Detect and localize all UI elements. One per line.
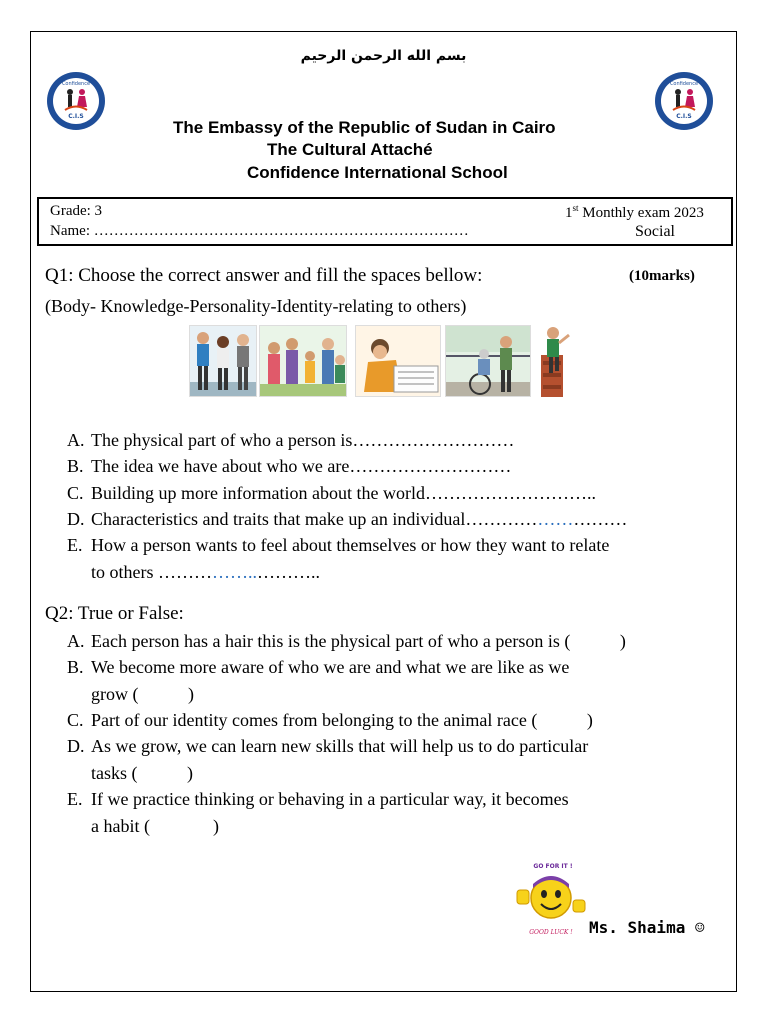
exam-ordinal: st bbox=[572, 203, 579, 213]
grade-label: Grade: 3 bbox=[50, 203, 103, 219]
q1-item-e bbox=[67, 532, 727, 586]
item-letter: E. bbox=[67, 535, 83, 555]
q2-title: Q2: True or False: bbox=[45, 603, 184, 624]
picture-wheelchair bbox=[445, 325, 531, 397]
picture-family bbox=[259, 325, 347, 397]
header-school-name: Confidence International School bbox=[247, 163, 508, 182]
logo-top-text: Confidence bbox=[61, 81, 91, 87]
item-text: How a person wants to feel about themselves or how they want to relate bbox=[91, 535, 610, 555]
logo-center-text: C.I.S bbox=[676, 113, 692, 120]
sticker-bottom-text: GOOD LUCK ! bbox=[529, 929, 573, 936]
item-text: The physical part of who a person is……………………… bbox=[91, 430, 515, 450]
word-bank: (Body- Knowledge-Personality-Identity-relating to others) bbox=[45, 296, 467, 316]
bismillah-heading: بسم الله الرحمن الرحيم bbox=[300, 48, 467, 64]
item-letter: C. bbox=[67, 710, 84, 730]
item-letter: B. bbox=[67, 657, 84, 677]
item-text: As we grow, we can learn new skills that will help us to do particular bbox=[91, 736, 589, 756]
exam-title bbox=[565, 203, 704, 222]
exam-number: 1 bbox=[565, 205, 573, 221]
item-text-part: to others ……… bbox=[91, 561, 212, 582]
exam-page bbox=[30, 31, 737, 992]
exam-title-rest: Monthly exam 2023 bbox=[578, 205, 704, 221]
picture-reading-boy bbox=[355, 325, 441, 397]
teacher-signature: Ms. Shaima ☺ bbox=[589, 918, 705, 937]
item-text: We become more aware of who we are and what we are like as we bbox=[91, 657, 570, 677]
item-text-part: ……….. bbox=[257, 561, 320, 582]
item-letter: D. bbox=[67, 509, 85, 529]
picture-climber bbox=[533, 325, 579, 397]
subject-label: Social bbox=[635, 223, 675, 240]
school-logo-left bbox=[45, 70, 107, 132]
item-text-line2: a habit ( ) bbox=[91, 815, 219, 836]
item-text-part: ……… bbox=[573, 509, 628, 529]
item-text-line2 bbox=[91, 559, 320, 586]
item-letter: A. bbox=[67, 430, 85, 450]
sticker-top-text: GO FOR IT ! bbox=[533, 863, 573, 870]
picture-boys bbox=[189, 325, 257, 397]
item-text: Building up more information about the world……………………….. bbox=[91, 483, 596, 503]
item-text-line2: grow ( ) bbox=[91, 683, 194, 704]
student-info-box bbox=[37, 197, 733, 246]
item-letter: D. bbox=[67, 736, 85, 756]
item-text-part: Characteristics and traits that make up an individual………… bbox=[91, 509, 538, 529]
good-luck-smiley-icon bbox=[511, 860, 591, 940]
item-letter: A. bbox=[67, 631, 85, 651]
q1-title: Q1: Choose the correct answer and fill the spaces bellow: bbox=[45, 265, 483, 286]
header-cultural-attache: The Cultural Attaché bbox=[267, 140, 433, 159]
name-field: Name: ………………………………………………………………… bbox=[50, 223, 469, 239]
item-text: Part of our identity comes from belonging to the animal race ( ) bbox=[91, 710, 593, 730]
item-text-line2: tasks ( ) bbox=[91, 762, 193, 783]
item-text: Each person has a hair this is the physical part of who a person is ( ) bbox=[91, 631, 626, 651]
item-letter: C. bbox=[67, 483, 84, 503]
illustrations-row bbox=[189, 325, 579, 399]
item-letter: E. bbox=[67, 789, 83, 809]
school-logo-right bbox=[653, 70, 715, 132]
logo-center-text: C.I.S bbox=[68, 113, 84, 120]
header-embassy: The Embassy of the Republic of Sudan in Cairo bbox=[173, 118, 556, 137]
item-letter: B. bbox=[67, 456, 84, 476]
item-text bbox=[91, 506, 627, 533]
item-text: The idea we have about who we are……………………… bbox=[91, 456, 512, 476]
logo-top-text: Confidence bbox=[669, 81, 699, 87]
item-text-part: …….. bbox=[212, 561, 257, 582]
item-text-part: …… bbox=[537, 509, 574, 529]
item-text: If we practice thinking or behaving in a particular way, it becomes bbox=[91, 789, 569, 809]
q1-marks: (10marks) bbox=[629, 268, 695, 284]
